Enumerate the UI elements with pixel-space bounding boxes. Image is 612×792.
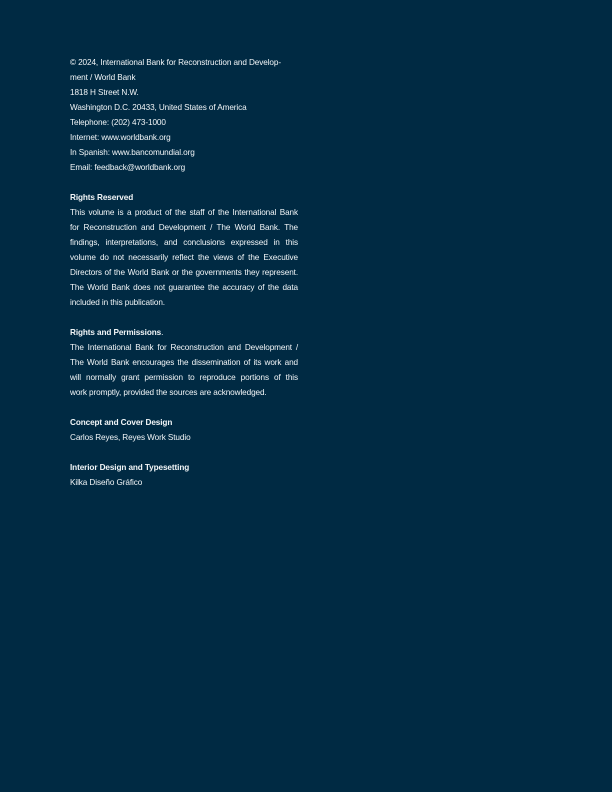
cover-design-section — [70, 415, 298, 445]
telephone: Telephone: (202) 473-1000 — [70, 118, 166, 127]
rights-permissions-heading: Rights and Permissions — [70, 328, 162, 337]
paragraph-line: Directors of the World Bank or the governments they represent. — [70, 268, 298, 277]
paragraph-line: This volume is a product of the staff of the International Bank — [70, 208, 298, 217]
copyright-line-2: ment / World Bank — [70, 73, 136, 82]
paragraph-line: The World Bank does not guarantee the accuracy of the data — [70, 283, 298, 292]
cover-design-heading: Concept and Cover Design — [70, 418, 173, 427]
interior-design-heading: Interior Design and Typesetting — [70, 463, 190, 472]
email-link[interactable]: Email: feedback@worldbank.org — [70, 163, 186, 172]
internet-link[interactable]: Internet: www.worldbank.org — [70, 133, 171, 142]
spanish-site-link[interactable]: In Spanish: www.bancomundial.org — [70, 148, 195, 157]
copyright-page — [70, 55, 298, 505]
street-address: 1818 H Street N.W. — [70, 88, 139, 97]
paragraph-line: The World Bank encourages the dissemination of its work and — [70, 358, 298, 367]
rights-permissions-heading-line — [70, 325, 298, 340]
rights-reserved-heading: Rights Reserved — [70, 193, 134, 202]
heading-period: . — [161, 328, 164, 337]
paragraph-line: volume do not necessarily reflect the views of the Executive — [70, 253, 298, 262]
rights-reserved-paragraph — [70, 205, 298, 310]
copyright-line-1: © 2024, International Bank for Reconstruction and Develop- — [70, 58, 281, 67]
paragraph-line: for Reconstruction and Development / The World Bank. The — [70, 223, 298, 232]
rights-permissions-section — [70, 325, 298, 400]
paragraph-line: work promptly, provided the sources are acknowledged. — [70, 388, 267, 397]
rights-permissions-paragraph — [70, 340, 298, 400]
paragraph-line: included in this publication. — [70, 298, 165, 307]
interior-design-section — [70, 460, 298, 490]
cover-design-credit: Carlos Reyes, Reyes Work Studio — [70, 433, 191, 442]
city-address: Washington D.C. 20433, United States of America — [70, 103, 247, 112]
paragraph-line: findings, interpretations, and conclusions expressed in this — [70, 238, 298, 247]
interior-design-credit: Kilka Diseño Gráfico — [70, 478, 143, 487]
paragraph-line: will normally grant permission to reproduce portions of this — [70, 373, 298, 382]
contact-block — [70, 55, 298, 175]
rights-reserved-section — [70, 190, 298, 310]
paragraph-line: The International Bank for Reconstruction and Development / — [70, 343, 298, 352]
